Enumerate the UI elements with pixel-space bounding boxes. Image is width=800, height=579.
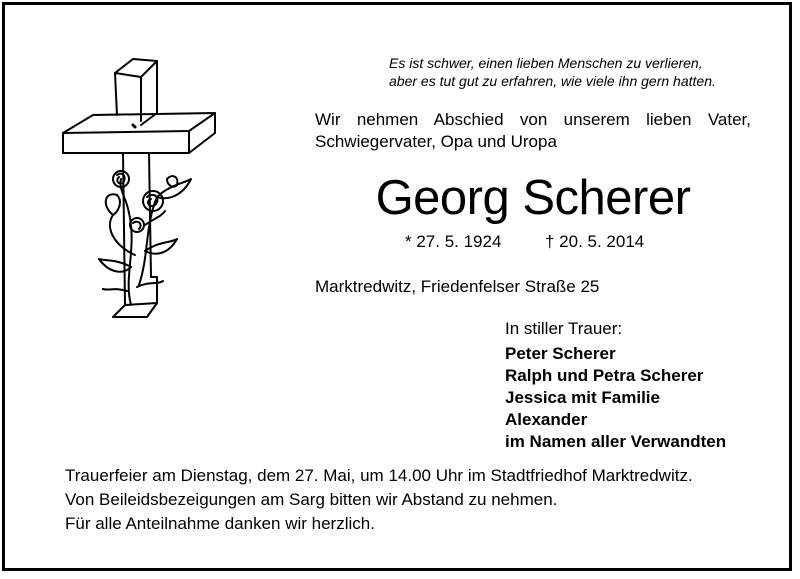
cross-with-roses-icon [53, 55, 221, 323]
motto-line-1: Es ist schwer, einen lieben Menschen zu verlieren, [389, 55, 703, 71]
funeral-service-line: Trauerfeier am Dienstag, dem 27. Mai, um 14.00 Uhr im Stadtfriedhof Marktredwitz. [65, 466, 693, 485]
deceased-name: Georg Scherer [375, 171, 691, 225]
mourner-name: im Namen aller Verwandten [505, 432, 727, 451]
mourner-name: Alexander [505, 410, 588, 429]
condolence-note-line: Von Beileidsbezeigungen am Sarg bitten wir Abstand zu nehmen. [65, 490, 558, 509]
mourner-name: Peter Scherer [505, 344, 616, 363]
mourner-name: Ralph und Petra Scherer [505, 366, 704, 385]
intro-line-2: Schwiegervater, Opa und Uropa [315, 132, 557, 151]
funeral-info [65, 464, 693, 536]
intro-line-1: Wir nehmen Abschied von unserem lieben Vater, [315, 110, 751, 129]
thanks-line: Für alle Anteilnahme danken wir herzlich. [65, 514, 375, 533]
motto-line-2: aber es tut gut zu erfahren, wie viele ihn gern hatten. [389, 73, 716, 89]
mourners-heading: In stiller Trauer: [505, 319, 623, 338]
birth-date: * 27. 5. 1924 [405, 232, 502, 251]
intro-text [315, 109, 751, 153]
life-dates [405, 231, 645, 253]
motto-quote [389, 54, 749, 90]
mourner-name: Jessica mit Familie [505, 388, 660, 407]
mourners-list [505, 343, 726, 453]
death-date: † 20. 5. 2014 [545, 232, 645, 251]
obituary-notice [2, 2, 792, 571]
mourners-block [505, 318, 726, 453]
address: Marktredwitz, Friedenfelser Straße 25 [315, 277, 600, 296]
